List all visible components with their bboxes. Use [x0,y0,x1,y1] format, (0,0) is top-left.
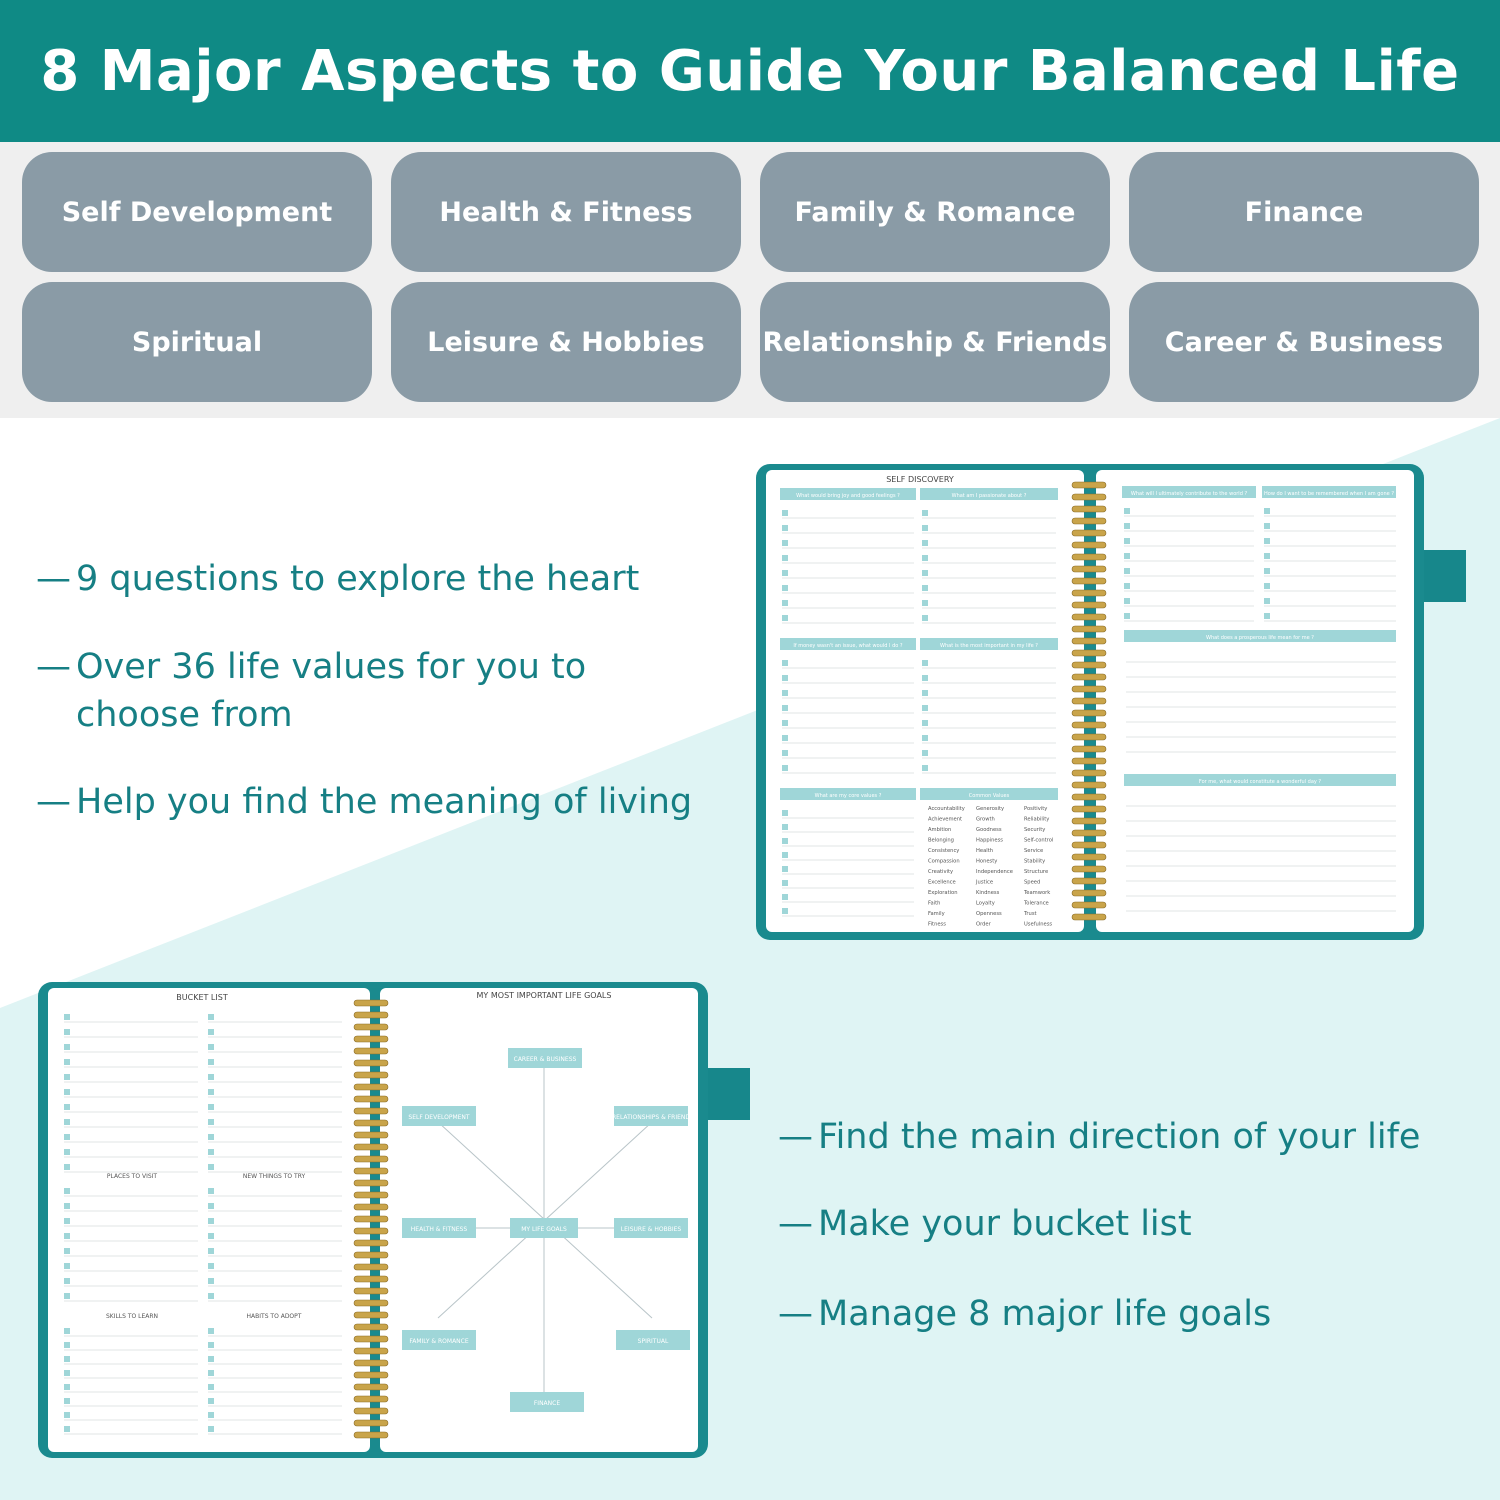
value-item: Order [976,921,991,928]
q2-label: What am I passionate about ? [951,493,1027,499]
spiral-ring [354,1276,388,1282]
new-things-title: NEW THINGS TO TRY [242,1173,306,1180]
value-item: Accountability [928,806,965,812]
spiral-ring [354,1120,388,1126]
spiral-ring [354,1000,388,1006]
checkbox-icon [782,510,788,516]
notebook-self-discovery-illustration [752,462,1472,944]
spiral-ring [1072,542,1106,548]
checkbox-icon [922,555,928,561]
checkbox-icon [782,866,788,872]
bullet-dash: — [778,1294,813,1334]
value-item: Achievement [928,816,963,823]
value-item: Goodness [976,827,1002,833]
spiral-ring [1072,866,1106,872]
checkbox-icon [782,824,788,830]
value-item: Independence [976,869,1013,875]
checkbox-icon [64,1149,70,1155]
q7-label: What will I ultimately contribute to the world ? [1130,491,1248,497]
goal-health: HEALTH & FITNESS [410,1226,468,1233]
checkbox-icon [64,1356,70,1362]
bullet-text: Help you find the meaning of living [76,782,693,822]
spiral-ring [354,1168,388,1174]
spiral-ring [354,1024,388,1030]
q8-label: How do I want to be remembered when I am gone ? [1264,491,1394,497]
habits-title: HABITS TO ADOPT [246,1313,302,1320]
spiral-ring [354,1204,388,1210]
goal-spiritual: SPIRITUAL [637,1338,669,1345]
checkbox-icon [1264,553,1270,559]
value-item: Consistency [928,848,960,854]
spiral-ring [1072,566,1106,572]
right-page [1096,470,1414,932]
checkbox-icon [922,570,928,576]
checkbox-icon [922,540,928,546]
spiral-ring [354,1384,388,1390]
value-item: Openness [976,911,1002,917]
aspect-family-romance: Family & Romance [760,152,1110,272]
bullet-dash: — [36,647,71,687]
notebook-life-goals-illustration [36,978,752,1462]
value-item: Happiness [976,837,1003,844]
bullet-text: Make your bucket list [818,1204,1192,1244]
checkbox-icon [208,1014,214,1020]
checkbox-icon [64,1342,70,1348]
spiral-ring [354,1072,388,1078]
goal-family: FAMILY & ROMANCE [409,1338,469,1345]
bullet-text: 9 questions to explore the heart [76,559,640,599]
spiral-ring [1072,794,1106,800]
checkbox-icon [208,1164,214,1170]
aspects-band [0,142,1500,418]
spiral-ring [354,1420,388,1426]
spiral-ring [354,1096,388,1102]
spiral-ring [1072,842,1106,848]
checkbox-icon [922,660,928,666]
checkbox-icon [782,720,788,726]
checkbox-icon [782,765,788,771]
value-item: Exploration [928,890,958,896]
notebook-life-goals [36,978,752,1462]
checkbox-icon [1264,568,1270,574]
checkbox-icon [782,705,788,711]
value-item: Structure [1024,869,1049,875]
checkbox-icon [64,1278,70,1284]
spiral-ring [1072,734,1106,740]
goal-leisure: LEISURE & HOBBIES [620,1226,682,1233]
bucket-list-title: BUCKET LIST [176,993,228,1002]
checkbox-icon [64,1412,70,1418]
value-item: Growth [976,816,995,823]
checkbox-icon [782,750,788,756]
value-item: Security [1024,827,1046,833]
checkbox-icon [64,1263,70,1269]
spiral-ring [354,1192,388,1198]
bullet-left-3 [36,778,736,826]
spiral-ring [354,1432,388,1438]
checkbox-icon [64,1218,70,1224]
q4-label: What is the most important in my life ? [940,643,1038,649]
checkbox-icon [64,1059,70,1065]
checkbox-icon [922,765,928,771]
checkbox-icon [782,880,788,886]
checkbox-icon [782,810,788,816]
spiral-ring [1072,674,1106,680]
checkbox-icon [782,600,788,606]
checkbox-icon [782,585,788,591]
checkbox-icon [64,1328,70,1334]
spiral-ring [1072,914,1106,920]
aspect-self-development: Self Development [22,152,372,272]
goal-career: CAREER & BUSINESS [513,1056,577,1063]
checkbox-icon [208,1089,214,1095]
checkbox-icon [1124,613,1130,619]
checkbox-icon [1264,538,1270,544]
bullet-text: Over 36 life values for you to choose from [76,647,587,735]
value-item: Fitness [928,921,946,928]
value-item: Generosity [976,806,1005,812]
checkbox-icon [782,690,788,696]
aspect-health-fitness: Health & Fitness [391,152,741,272]
checkbox-icon [208,1426,214,1432]
value-item: Speed [1024,879,1041,886]
spiral-ring [1072,710,1106,716]
spiral-ring [354,1360,388,1366]
spiral-ring [1072,554,1106,560]
checkbox-icon [922,615,928,621]
q5-label: What are my core values ? [814,793,882,799]
aspect-career-business: Career & Business [1129,282,1479,402]
aspect-spiritual: Spiritual [22,282,372,402]
checkbox-icon [922,750,928,756]
q9-label: What does a prosperous life mean for me ? [1206,635,1314,641]
bullet-text: Manage 8 major life goals [818,1294,1272,1334]
spiral-ring [1072,482,1106,488]
spiral-ring [1072,614,1106,620]
bullet-dash: — [778,1204,813,1244]
spiral-binding [1072,482,1106,920]
spiral-ring [354,1060,388,1066]
spiral-ring [1072,806,1106,812]
bullet-left-1 [36,555,736,603]
value-item: Teamwork [1024,890,1051,896]
spiral-ring [354,1252,388,1258]
value-item: Health [976,848,994,854]
value-item: Reliability [1024,816,1050,823]
spiral-ring [354,1144,388,1150]
places-title: PLACES TO VISIT [106,1173,158,1180]
spiral-ring [1072,590,1106,596]
spiral-ring [354,1408,388,1414]
header-banner [0,0,1500,142]
checkbox-icon [64,1074,70,1080]
goal-self-development: SELF DEVELOPMENT [408,1114,470,1121]
checkbox-icon [208,1104,214,1110]
checkbox-icon [64,1203,70,1209]
value-item: Faith [928,900,941,907]
value-item: Tolerance [1024,900,1049,907]
checkbox-icon [922,705,928,711]
checkbox-icon [208,1384,214,1390]
spiral-ring [1072,506,1106,512]
checkbox-icon [64,1293,70,1299]
goal-center: MY LIFE GOALS [521,1226,567,1233]
bullet-dash: — [36,782,71,822]
spiral-ring [1072,602,1106,608]
checkbox-icon [208,1370,214,1376]
value-item: Excellence [928,879,956,886]
q3-label: If money wasn't an issue, what would I do ? [793,643,903,649]
spiral-ring [1072,578,1106,584]
checkbox-icon [922,585,928,591]
spiral-ring [354,1288,388,1294]
checkbox-icon [208,1293,214,1299]
value-item: Family [928,911,945,917]
value-item: Honesty [976,858,998,865]
checkbox-icon [208,1328,214,1334]
spiral-ring [354,1084,388,1090]
checkbox-icon [782,838,788,844]
spiral-ring [354,1048,388,1054]
bullet-dash: — [36,559,71,599]
spiral-ring [354,1240,388,1246]
checkbox-icon [922,510,928,516]
value-item: Kindness [976,890,1000,896]
value-item: Creativity [928,869,954,875]
spiral-ring [1072,662,1106,668]
checkbox-icon [782,894,788,900]
checkbox-icon [1124,538,1130,544]
value-item: Justice [976,879,994,886]
checkbox-icon [64,1044,70,1050]
checkbox-icon [1264,523,1270,529]
checkbox-icon [64,1233,70,1239]
checkbox-icon [782,525,788,531]
value-item: Service [1024,848,1044,854]
checkbox-icon [64,1248,70,1254]
checkbox-icon [782,675,788,681]
checkbox-icon [64,1398,70,1404]
checkbox-icon [208,1188,214,1194]
spiral-ring [354,1324,388,1330]
spiral-ring [1072,830,1106,836]
value-item: Positivity [1024,806,1048,812]
checkbox-icon [64,1188,70,1194]
life-goals-title: MY MOST IMPORTANT LIFE GOALS [476,991,612,1000]
checkbox-icon [922,735,928,741]
spiral-ring [354,1336,388,1342]
checkbox-icon [208,1074,214,1080]
q6-label: Common Values [968,793,1010,799]
checkbox-icon [208,1356,214,1362]
bullet-left-2 [36,643,676,739]
checkbox-icon [208,1134,214,1140]
value-item: Usefulness [1024,921,1053,928]
page-title: 8 Major Aspects to Guide Your Balanced Life [40,38,1460,104]
checkbox-icon [208,1059,214,1065]
bullet-right-1 [778,1113,1478,1161]
aspect-leisure-hobbies: Leisure & Hobbies [391,282,741,402]
checkbox-icon [208,1218,214,1224]
bullet-right-3 [778,1290,1478,1338]
checkbox-icon [64,1134,70,1140]
spiral-ring [354,1156,388,1162]
q1-label: What would bring joy and good feelings ? [796,493,900,499]
value-item: Compassion [928,858,960,865]
checkbox-icon [208,1398,214,1404]
checkbox-icon [782,555,788,561]
bullet-dash: — [778,1117,813,1157]
checkbox-icon [1264,598,1270,604]
checkbox-icon [64,1029,70,1035]
checkbox-icon [1124,568,1130,574]
checkbox-icon [208,1149,214,1155]
checkbox-icon [64,1089,70,1095]
value-item: Self-control [1024,837,1054,844]
checkbox-icon [1124,508,1130,514]
checkbox-icon [782,852,788,858]
spiral-ring [354,1348,388,1354]
checkbox-icon [64,1426,70,1432]
checkbox-icon [782,570,788,576]
spiral-ring [1072,638,1106,644]
checkbox-icon [64,1370,70,1376]
spiral-ring [354,1264,388,1270]
checkbox-icon [64,1104,70,1110]
checkbox-icon [208,1342,214,1348]
value-item: Loyalty [976,900,995,907]
spiral-ring [1072,746,1106,752]
checkbox-icon [208,1029,214,1035]
spiral-ring [1072,698,1106,704]
spiral-ring [1072,758,1106,764]
checkbox-icon [782,540,788,546]
checkbox-icon [1124,598,1130,604]
spiral-ring [354,1228,388,1234]
spiral-ring [354,1012,388,1018]
q10-label: For me, what would constitute a wonderful day ? [1198,779,1322,785]
checkbox-icon [208,1044,214,1050]
checkbox-icon [922,720,928,726]
spiral-ring [1072,878,1106,884]
checkbox-icon [922,690,928,696]
checkbox-icon [782,735,788,741]
spiral-ring [1072,626,1106,632]
checkbox-icon [208,1233,214,1239]
checkbox-icon [782,908,788,914]
bullet-right-2 [778,1200,1478,1248]
aspect-finance: Finance [1129,152,1479,272]
checkbox-icon [922,525,928,531]
bullet-text: Find the main direction of your life [818,1117,1421,1157]
value-item: Ambition [928,827,952,833]
spiral-ring [354,1396,388,1402]
checkbox-icon [208,1119,214,1125]
spiral-ring [1072,722,1106,728]
checkbox-icon [208,1263,214,1269]
spiral-binding [354,1000,388,1438]
checkbox-icon [208,1278,214,1284]
checkbox-icon [922,600,928,606]
checkbox-icon [782,660,788,666]
value-item: Trust [1024,911,1037,917]
value-item: Belonging [928,837,954,844]
spiral-ring [354,1132,388,1138]
spiral-ring [1072,530,1106,536]
spiral-ring [354,1180,388,1186]
notebook-self-discovery [752,462,1472,944]
goal-relationships: RELATIONSHIPS & FRIEND [611,1114,691,1121]
spiral-ring [354,1036,388,1042]
spiral-ring [354,1312,388,1318]
spiral-ring [1072,818,1106,824]
self-discovery-title: SELF DISCOVERY [886,475,954,484]
checkbox-icon [1124,583,1130,589]
checkbox-icon [208,1412,214,1418]
checkbox-icon [782,615,788,621]
checkbox-icon [208,1248,214,1254]
spiral-ring [1072,890,1106,896]
checkbox-icon [922,675,928,681]
goal-finance: FINANCE [533,1400,561,1407]
spiral-ring [1072,854,1106,860]
aspect-relationship-friends: Relationship & Friends [760,282,1110,402]
spiral-ring [1072,650,1106,656]
spiral-ring [1072,494,1106,500]
spiral-ring [1072,770,1106,776]
checkbox-icon [64,1119,70,1125]
skills-title: SKILLS TO LEARN [105,1313,159,1320]
spiral-ring [354,1300,388,1306]
spiral-ring [354,1216,388,1222]
checkbox-icon [1124,523,1130,529]
spiral-ring [1072,902,1106,908]
checkbox-icon [1264,583,1270,589]
spiral-ring [354,1372,388,1378]
spiral-ring [1072,782,1106,788]
value-item: Stability [1024,858,1046,865]
spiral-ring [1072,686,1106,692]
spiral-ring [354,1108,388,1114]
checkbox-icon [1264,508,1270,514]
checkbox-icon [1264,613,1270,619]
checkbox-icon [64,1164,70,1170]
checkbox-icon [64,1384,70,1390]
spiral-ring [1072,518,1106,524]
checkbox-icon [64,1014,70,1020]
checkbox-icon [1124,553,1130,559]
checkbox-icon [208,1203,214,1209]
